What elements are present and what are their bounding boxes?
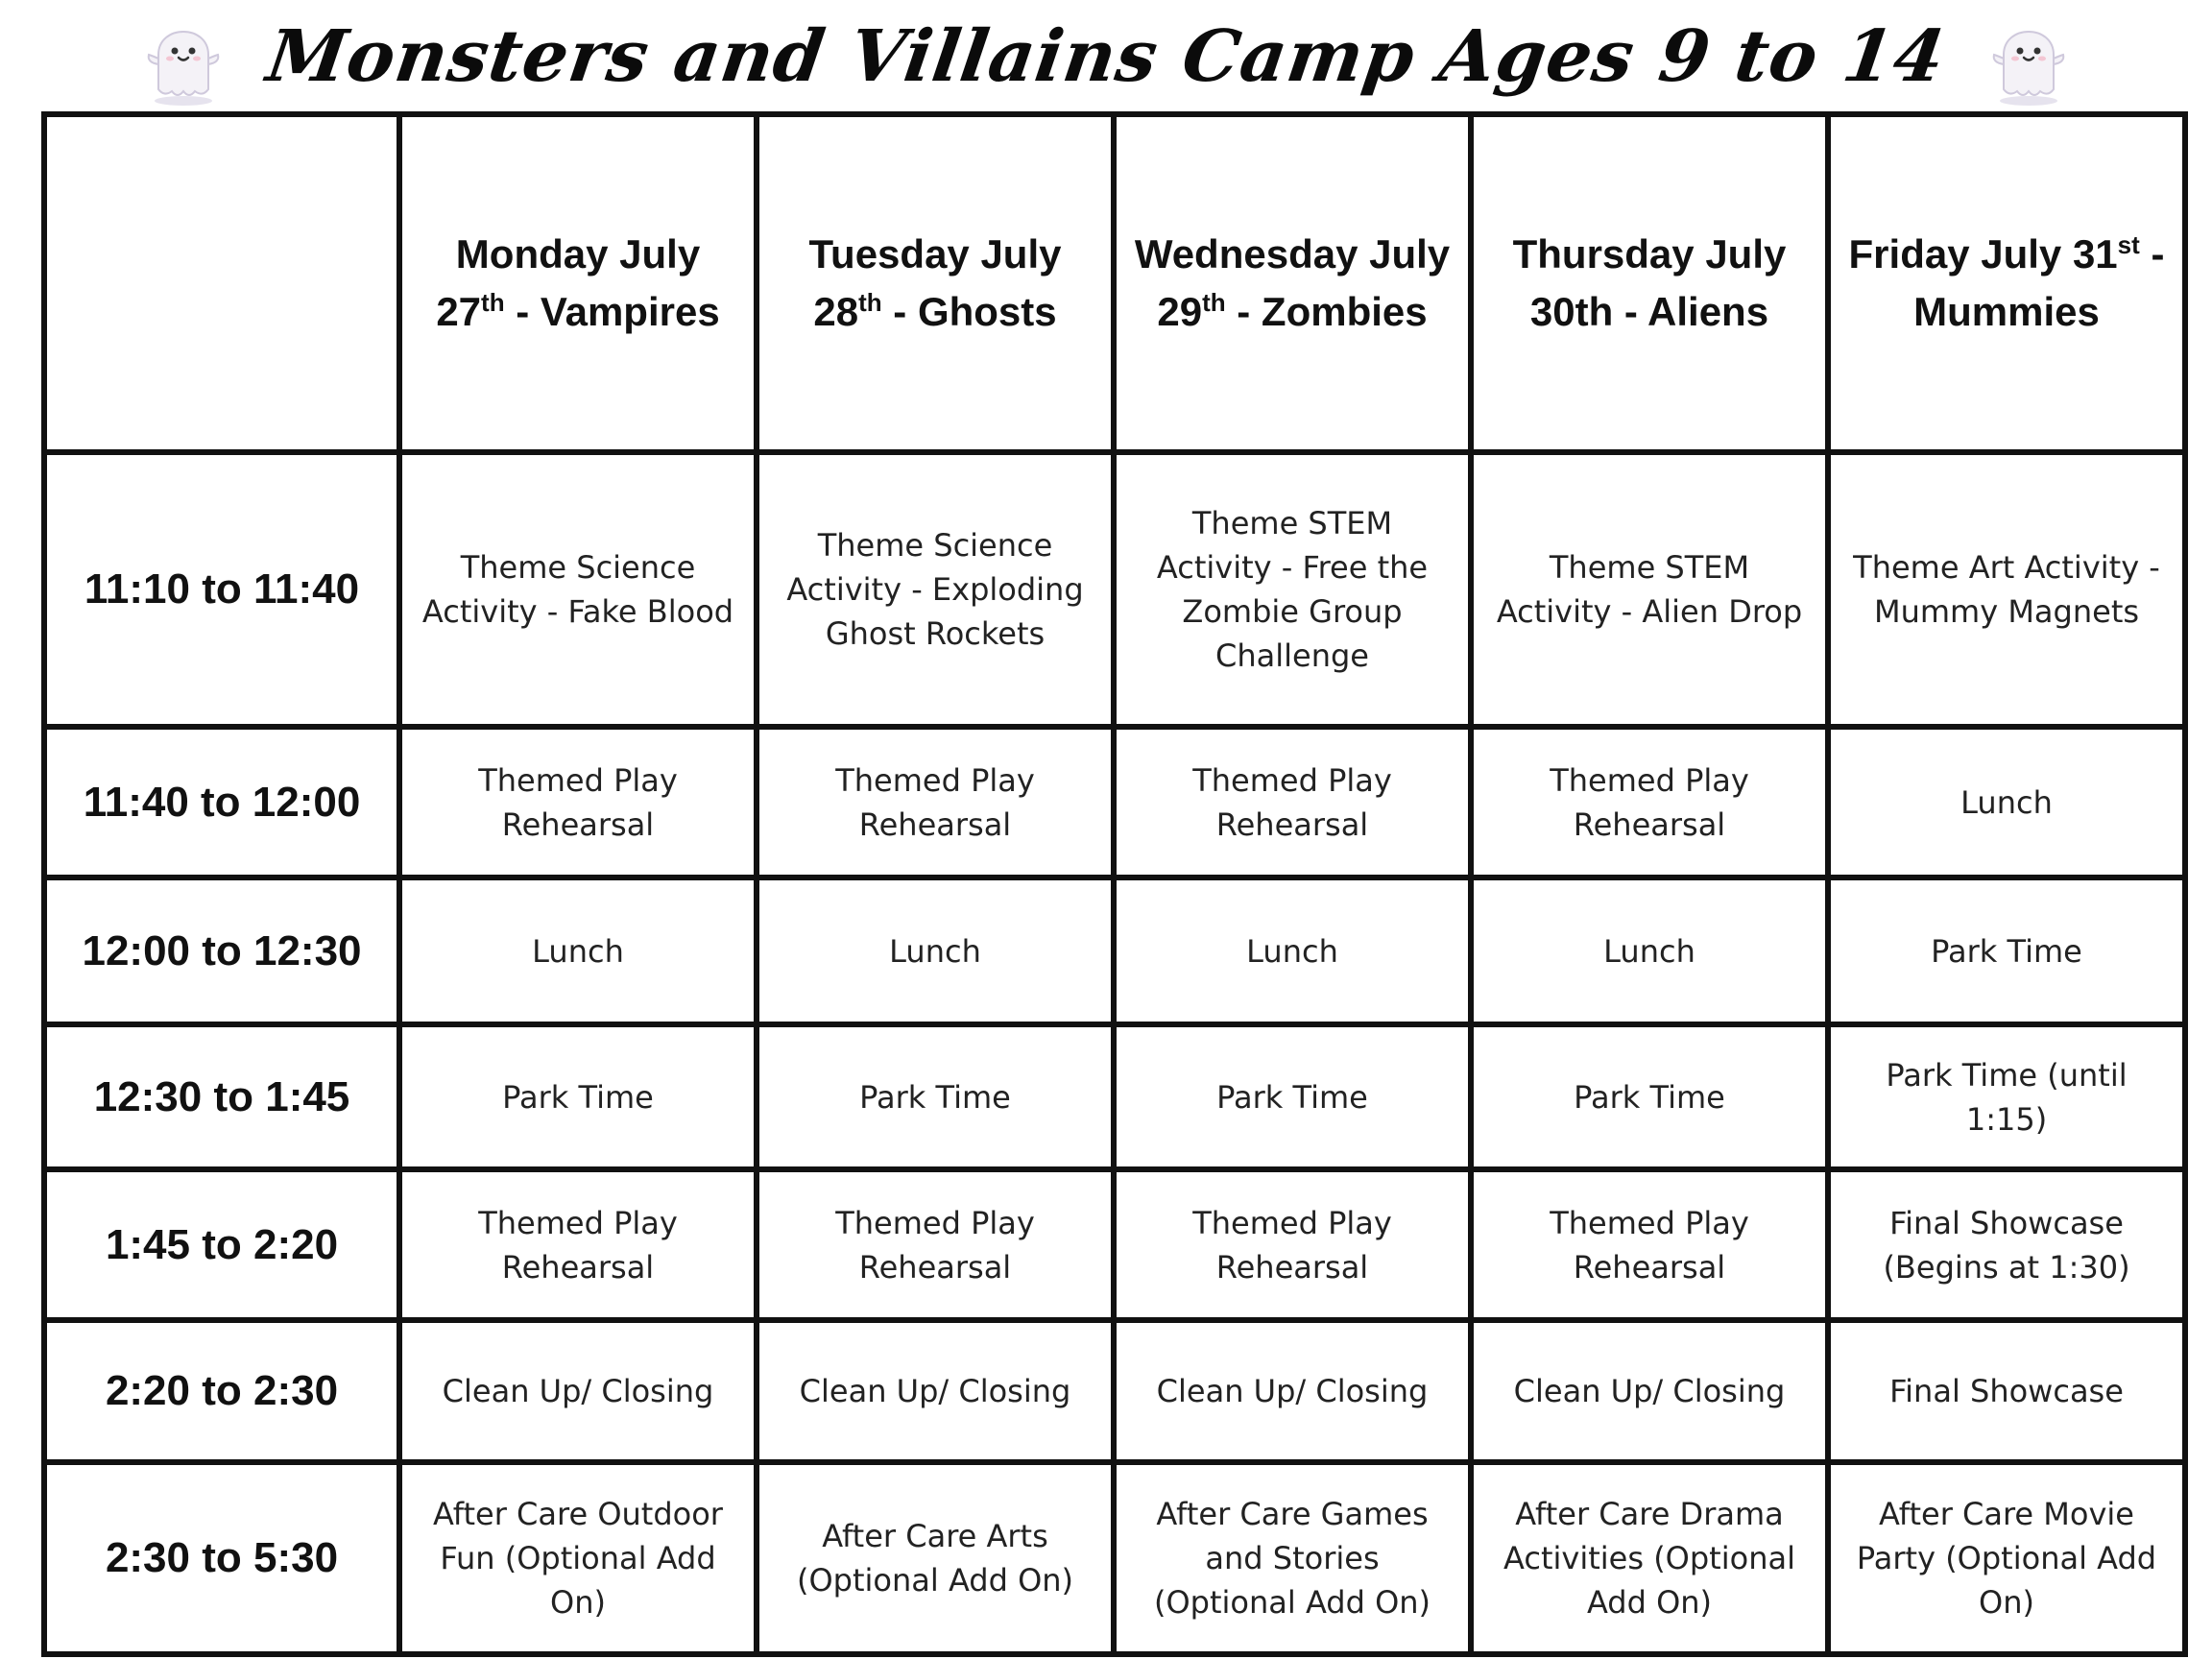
ghost-icon-right bbox=[1983, 7, 2075, 107]
time-slot: 11:40 to 12:00 bbox=[44, 727, 399, 878]
activity-cell: Themed Play Rehearsal bbox=[1114, 727, 1471, 878]
activity-cell: Clean Up/ Closing bbox=[757, 1320, 1114, 1462]
activity-cell: After Care Arts (Optional Add On) bbox=[757, 1462, 1114, 1654]
activity-cell: Final Showcase bbox=[1828, 1320, 2185, 1462]
activity-cell: Park Time bbox=[1471, 1024, 1828, 1169]
activity-cell: Clean Up/ Closing bbox=[399, 1320, 757, 1462]
activity-cell: Lunch bbox=[399, 878, 757, 1024]
activity-cell: Lunch bbox=[1114, 878, 1471, 1024]
table-row bbox=[44, 1462, 2185, 1654]
activity-cell: Themed Play Rehearsal bbox=[1471, 727, 1828, 878]
day-header-monday: Monday July 27th - Vampires bbox=[399, 114, 757, 452]
day-header-friday: Friday July 31st -Mummies bbox=[1828, 114, 2185, 452]
table-row bbox=[44, 878, 2185, 1024]
activity-cell: Park Time bbox=[1828, 878, 2185, 1024]
activity-cell: Lunch bbox=[757, 878, 1114, 1024]
activity-cell: Theme STEM Activity - Free the Zombie Group Challenge bbox=[1114, 452, 1471, 727]
activity-cell: Themed Play Rehearsal bbox=[1471, 1169, 1828, 1320]
ghost-icon-left bbox=[137, 7, 229, 107]
activity-cell: Themed Play Rehearsal bbox=[757, 727, 1114, 878]
activity-cell: Park Time (until 1:15) bbox=[1828, 1024, 2185, 1169]
activity-cell: After Care Movie Party (Optional Add On) bbox=[1828, 1462, 2185, 1654]
schedule-table bbox=[41, 111, 2188, 1657]
table-row bbox=[44, 727, 2185, 878]
activity-cell: Theme STEM Activity - Alien Drop bbox=[1471, 452, 1828, 727]
activity-cell: Lunch bbox=[1471, 878, 1828, 1024]
activity-cell: Clean Up/ Closing bbox=[1114, 1320, 1471, 1462]
header-row bbox=[44, 114, 2185, 452]
table-row bbox=[44, 1024, 2185, 1169]
activity-cell: Themed Play Rehearsal bbox=[399, 1169, 757, 1320]
activity-cell: After Care Outdoor Fun (Optional Add On) bbox=[399, 1462, 757, 1654]
corner-cell bbox=[44, 114, 399, 452]
activity-cell: Clean Up/ Closing bbox=[1471, 1320, 1828, 1462]
day-header-thursday: Thursday July 30th - Aliens bbox=[1471, 114, 1828, 452]
activity-cell: After Care Drama Activities (Optional Add On) bbox=[1471, 1462, 1828, 1654]
table-row bbox=[44, 1320, 2185, 1462]
time-slot: 2:30 to 5:30 bbox=[44, 1462, 399, 1654]
day-header-tuesday: Tuesday July 28th - Ghosts bbox=[757, 114, 1114, 452]
time-slot: 1:45 to 2:20 bbox=[44, 1169, 399, 1320]
activity-cell: Park Time bbox=[399, 1024, 757, 1169]
day-header-wednesday: Wednesday July 29th - Zombies bbox=[1114, 114, 1471, 452]
activity-cell: Themed Play Rehearsal bbox=[399, 727, 757, 878]
title-row bbox=[0, 0, 2212, 113]
activity-cell: Final Showcase (Begins at 1:30) bbox=[1828, 1169, 2185, 1320]
table-row bbox=[44, 1169, 2185, 1320]
activity-cell: Park Time bbox=[757, 1024, 1114, 1169]
activity-cell: Theme Art Activity - Mummy Magnets bbox=[1828, 452, 2185, 727]
page-title: Monsters and Villains Camp Ages 9 to 14 bbox=[261, 15, 1951, 98]
time-slot: 12:00 to 12:30 bbox=[44, 878, 399, 1024]
activity-cell: Themed Play Rehearsal bbox=[757, 1169, 1114, 1320]
time-slot: 12:30 to 1:45 bbox=[44, 1024, 399, 1169]
activity-cell: Theme Science Activity - Fake Blood bbox=[399, 452, 757, 727]
activity-cell: Theme Science Activity - Exploding Ghost Rockets bbox=[757, 452, 1114, 727]
activity-cell: After Care Games and Stories (Optional Add On) bbox=[1114, 1462, 1471, 1654]
activity-cell: Themed Play Rehearsal bbox=[1114, 1169, 1471, 1320]
activity-cell: Park Time bbox=[1114, 1024, 1471, 1169]
activity-cell: Lunch bbox=[1828, 727, 2185, 878]
table-row bbox=[44, 452, 2185, 727]
time-slot: 2:20 to 2:30 bbox=[44, 1320, 399, 1462]
time-slot: 11:10 to 11:40 bbox=[44, 452, 399, 727]
